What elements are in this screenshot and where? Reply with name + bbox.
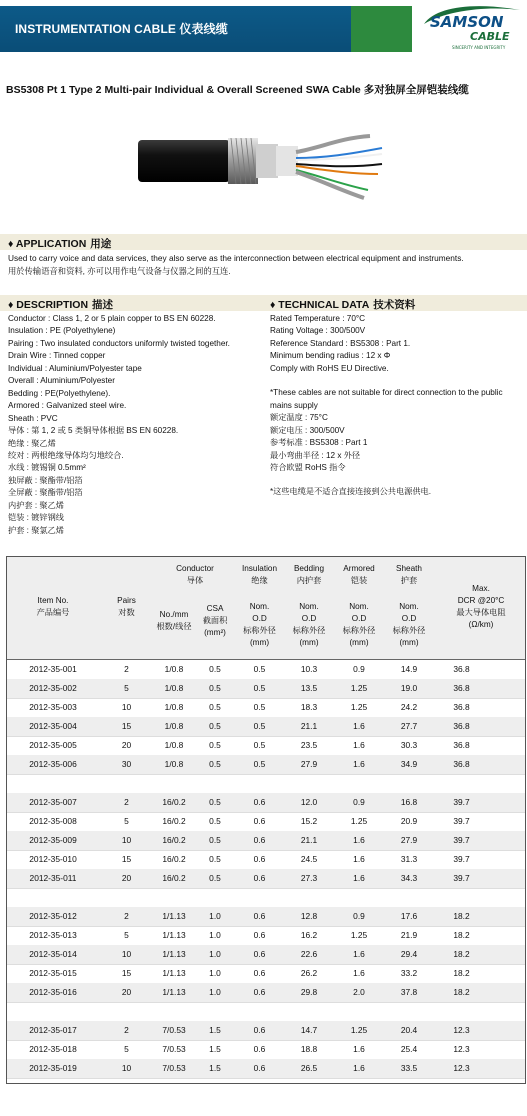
table-cell: 36.8 [453,683,470,693]
table-cell: 0.5 [209,873,221,883]
table-cell: 18.2 [453,968,470,978]
table-cell: 2.0 [353,987,365,997]
table-cell: 1.25 [350,930,368,940]
table-cell [7,888,99,907]
table-cell: 20 [121,987,132,997]
technical-note-zh: *这些电缆是不适合直接连接到公共电源供电. [270,487,432,497]
table-cell: 30.3 [400,740,418,750]
technical-line: Rated Temperature : 70°C [270,314,366,323]
th-pairs: Pairs 对数 [117,596,136,617]
table-cell: 18.2 [453,911,470,921]
table-cell: 2 [124,797,129,807]
th-insulation-od: Nom. O.D 标称外径 (mm) [243,602,276,647]
table-cell: 0.6 [253,968,266,978]
table-cell: 7/0.53 [162,1063,186,1073]
table-cell: 1.25 [350,683,368,693]
table-cell: 1.6 [353,968,365,978]
table-cell: 1.6 [353,873,365,883]
table-cell: 34.3 [400,873,418,883]
description-line-zh: 内护套 : 聚乙烯 [8,500,64,510]
table-cell: 34.9 [400,759,418,769]
table-cell: 2012-35-014 [29,949,77,959]
table-cell: 27.3 [300,873,318,883]
technical-line-zh: 符合欧盟 RoHS 指令 [270,462,346,472]
table-cell: 0.6 [253,835,266,845]
table-cell [194,1002,236,1021]
table-cell: 16/0.2 [162,816,186,826]
table-cell: 2012-35-018 [29,1044,77,1054]
table-cell: 7/0.53 [162,1025,186,1035]
table-cell: 1/1.13 [162,968,186,978]
table-cell: 31.3 [400,854,418,864]
table-cell: 1.5 [209,1025,221,1035]
diamond-bullet-icon: ♦ [8,299,17,311]
table-cell [383,1002,435,1021]
table-cell: 5 [124,1044,129,1054]
table-cell: 1.5 [209,1044,221,1054]
description-line-zh: 导体 : 第 1, 2 或 5 类铜导体根据 BS EN 60228. [8,426,179,436]
table-cell: 10 [121,1063,132,1073]
table-cell: 0.6 [253,911,266,921]
table-cell: 2012-35-004 [29,721,77,731]
table-cell [335,888,383,907]
table-cell: 15 [121,968,132,978]
table-cell: 1/1.13 [162,987,186,997]
table-cell [236,1002,283,1021]
table-cell: 20.4 [400,1025,418,1035]
table-cell: 1.0 [209,968,221,978]
description-line-zh: 独屏蔽 : 聚酯带/铝箔 [8,475,83,485]
table-cell: 1/0.8 [164,683,184,693]
table-cell: 1.0 [209,911,221,921]
specification-table [6,556,526,1084]
table-cell: 5 [124,930,129,940]
table-cell: 0.9 [353,797,365,807]
table-cell: 2012-35-003 [29,702,77,712]
table-cell: 1.6 [353,721,365,731]
table-cell: 20.9 [400,816,418,826]
table-cell: 18.2 [453,949,470,959]
diamond-bullet-icon: ♦ [270,299,279,311]
table-cell [99,1002,154,1021]
table-cell: 0.5 [209,797,221,807]
table-row [7,907,525,927]
table-cell: 36.8 [453,740,470,750]
logo-tagline: SINCERITY AND INTEGRITY [452,45,506,50]
table-cell: 1.6 [353,1044,365,1054]
table-header [7,557,525,660]
table-cell: 36.8 [453,759,470,769]
table-cell: 10 [121,835,132,845]
outer-sheath [138,140,230,182]
description-line: Overall : Aluminium/Polyester [8,376,115,386]
table-cell: 0.6 [253,873,266,883]
table-spacer-row [7,888,525,908]
table-cell: 19.0 [400,683,418,693]
table-cell: 39.7 [453,835,470,845]
table-cell: 21.1 [300,835,318,845]
table-cell: 0.5 [209,721,221,731]
table-cell: 2012-35-019 [29,1063,77,1073]
description-line-zh: 全屏蔽 : 聚酯带/铝箔 [8,488,83,498]
table-cell: 0.6 [253,1025,266,1035]
th-sheath-od: Nom. O.D 标称外径 (mm) [392,602,426,647]
table-cell: 2 [124,1025,129,1035]
table-cell: 0.5 [209,759,221,769]
table-cell: 2012-35-011 [29,873,77,883]
table-row [7,812,525,832]
table-cell: 26.2 [300,968,318,978]
th-conductor: Conductor 导体 [176,564,214,585]
th-bedding-od: Nom. O.D 标称外径 (mm) [292,602,326,647]
table-cell: 12.8 [300,911,318,921]
table-cell: 0.5 [253,759,266,769]
cable-cross-section-image [120,118,410,210]
table-cell: 39.7 [453,873,470,883]
table-cell: 1/0.8 [164,721,184,731]
table-cell: 1.6 [353,1063,365,1073]
description-line: Drain Wire : Tinned copper [8,351,106,361]
table-cell: 16/0.2 [162,854,186,864]
table-cell [335,1002,383,1021]
technical-line-zh: 最小弯曲半径 : 12 x 外径 [270,450,361,460]
table-cell: 0.6 [253,854,266,864]
table-cell: 18.3 [300,702,318,712]
table-cell: 18.8 [300,1044,318,1054]
table-cell: 20 [121,740,132,750]
description-line: Bedding : PE(Polyethylene). [8,388,111,398]
description-line: Individual : Aluminium/Polyester tape [8,363,142,373]
table-cell: 26.5 [300,1063,318,1073]
table-row [7,831,525,851]
th-bedding: Bedding 内护套 [293,564,325,585]
table-cell: 0.6 [253,1044,266,1054]
table-cell: 2 [124,664,129,674]
table-cell: 1/1.13 [162,949,186,959]
table-cell: 1/0.8 [164,702,184,712]
th-sheath: Sheath 护套 [396,564,422,585]
table-cell: 21.9 [400,930,418,940]
description-heading: ♦ DESCRIPTION 描述 [8,299,114,311]
table-cell: 2012-35-013 [29,930,77,940]
table-cell: 10 [121,702,132,712]
technical-line: Comply with RoHS EU Directive. [270,363,389,373]
table-cell: 2012-35-001 [29,664,77,674]
table-row [7,793,525,813]
table-row [7,983,525,1003]
table-cell: 27.9 [300,759,318,769]
table-cell: 16.2 [300,930,318,940]
table-cell: 33.2 [400,968,418,978]
table-row [7,679,525,699]
table-cell [435,1002,488,1021]
table-cell: 39.7 [453,797,470,807]
table-cell [7,1002,99,1021]
table-cell: 2012-35-012 [29,911,77,921]
table-cell: 20 [121,873,132,883]
table-cell: 2012-35-010 [29,854,77,864]
th-armored-od: Nom. O.D 标称外径 (mm) [342,602,376,647]
th-insulation: Insulation 绝缘 [241,564,278,585]
table-cell [99,888,154,907]
table-row [7,926,525,946]
table-cell: 10.3 [300,664,318,674]
table-cell [236,774,283,793]
table-cell: 12.3 [453,1063,470,1073]
table-cell [435,774,488,793]
table-cell [194,774,236,793]
table-cell [154,888,194,907]
table-cell: 21.1 [300,721,318,731]
table-cell: 2012-35-015 [29,968,77,978]
table-cell: 2012-35-017 [29,1025,77,1035]
logo-wordmark-samson: SAMSON [430,13,504,31]
table-cell: 0.6 [253,816,266,826]
table-cell: 16/0.2 [162,835,186,845]
diamond-bullet-icon: ♦ [8,238,16,250]
technical-list [270,313,520,499]
description-line: Sheath : PVC [8,413,58,423]
table-cell: 2012-35-005 [29,740,77,750]
table-row [7,755,525,775]
table-cell: 16/0.2 [162,873,186,883]
table-row [7,698,525,718]
table-row [7,964,525,984]
table-cell: 0.5 [253,664,266,674]
table-cell [154,774,194,793]
table-cell: 0.5 [209,854,221,864]
cable-pairs [296,136,382,198]
table-cell: 39.7 [453,854,470,864]
table-cell: 1.25 [350,702,368,712]
table-cell: 15.2 [300,816,318,826]
table-row [7,736,525,756]
table-cell: 0.5 [209,816,221,826]
table-cell: 16/0.2 [162,797,186,807]
table-cell: 27.9 [400,835,418,845]
table-row [7,945,525,965]
table-cell: 0.5 [209,740,221,750]
table-cell: 17.6 [400,911,418,921]
table-cell: 2012-35-002 [29,683,77,693]
table-cell: 0.5 [209,664,221,674]
technical-line: Rating Voltage : 300/500V [270,326,366,336]
table-cell: 27.7 [400,721,418,731]
table-cell: 24.5 [300,854,318,864]
table-cell: 12.3 [453,1044,470,1054]
table-cell: 16.8 [400,797,418,807]
table-cell: 14.9 [400,664,418,674]
table-cell: 1/0.8 [164,740,184,750]
table-cell: 24.2 [400,702,418,712]
table-cell: 14.7 [300,1025,318,1035]
table-cell: 13.5 [300,683,318,693]
table-cell: 0.5 [253,683,266,693]
description-line-zh: 绞对 : 两根绝缘导体均匀地绞合. [8,450,124,460]
technical-line: Reference Standard : BS5308 : Part 1. [270,338,411,348]
application-text-zh: 用於传输语音和资料, 亦可以用作电气设备与仪器之间的互连. [8,266,231,276]
table-cell: 29.4 [400,949,418,959]
header-accent-bar [351,6,412,52]
table-cell: 23.5 [300,740,318,750]
table-cell: 1.0 [209,930,221,940]
table-cell: 1.0 [209,949,221,959]
table-cell: 2 [124,911,129,921]
description-list [8,313,264,537]
table-row [7,717,525,737]
table-cell: 0.6 [253,797,266,807]
table-cell: 0.5 [209,702,221,712]
application-text-en: Used to carry voice and data services, they also serve as the interconnection between electrical equipment and instruments. [8,253,464,263]
table-cell [383,888,435,907]
table-cell: 0.5 [209,683,221,693]
table-cell [7,774,99,793]
table-cell: 1.6 [353,854,365,864]
th-no-mm: No./mm 根数/线径 [156,610,192,631]
table-cell: 1.0 [209,987,221,997]
table-cell: 1/1.13 [162,930,186,940]
table-cell: 1.25 [350,816,368,826]
th-item-no: Item No. 产品编号 [36,596,70,617]
table-cell: 1/1.13 [162,911,186,921]
table-cell [154,1002,194,1021]
table-cell: 18.2 [453,987,470,997]
samson-cable-logo [418,2,526,52]
application-heading: ♦ APPLICATION 用途 [8,238,112,250]
description-line: Pairing : Two insulated conductors uniformly twisted together. [8,338,230,348]
table-cell: 18.2 [453,930,470,940]
table-cell [99,774,154,793]
table-cell: 0.5 [253,721,266,731]
table-spacer-row [7,1002,525,1022]
table-cell [335,774,383,793]
table-cell: 2012-35-006 [29,759,77,769]
table-cell: 0.5 [253,702,266,712]
table-cell [283,1002,335,1021]
table-cell: 0.6 [253,1063,266,1073]
technical-line-zh: 额定温度 : 75°C [270,413,328,423]
table-row [7,1040,525,1060]
table-cell [435,888,488,907]
table-cell: 15 [121,721,132,731]
table-cell: 15 [121,854,132,864]
table-spacer-row [7,774,525,794]
table-cell [283,888,335,907]
product-title: BS5308 Pt 1 Type 2 Multi-pair Individual & Overall Screened SWA Cable 多对独屏全屏铠装线缆 [6,84,469,96]
technical-line-zh: 参考标准 : BS5308 : Part 1 [270,438,368,448]
table-cell: 36.8 [453,702,470,712]
description-line-zh: 绝缘 : 聚乙烯 [8,438,56,448]
table-cell: 1/0.8 [164,664,184,674]
technical-line-zh: 额定电压 : 300/500V [270,425,345,435]
table-cell: 12.0 [300,797,318,807]
description-line: Armored : Galvanized steel wire. [8,401,127,411]
table-cell: 5 [124,683,129,693]
table-cell: 7/0.53 [162,1044,186,1054]
table-cell: 0.6 [253,930,266,940]
table-cell: 0.5 [209,835,221,845]
th-armored: Armored 铠装 [343,564,375,585]
table-cell [283,774,335,793]
overall-screen-foil [276,146,298,176]
table-cell: 1/0.8 [164,759,184,769]
table-cell: 25.4 [400,1044,418,1054]
table-cell: 33.5 [400,1063,418,1073]
header-title: INSTRUMENTATION CABLE 仪表线缆 [15,22,228,36]
table-cell: 39.7 [453,816,470,826]
description-line: Insulation : PE (Polyethylene) [8,326,116,336]
th-dcr: Max. DCR @20°C 最大导体电阻 (Ω/km) [456,584,506,629]
table-cell: 29.8 [300,987,318,997]
bedding-layer [256,144,278,178]
table-cell: 1.5 [209,1063,221,1073]
table-cell: 10 [121,949,132,959]
page-header [0,0,527,54]
description-line: Conductor : Class 1, 2 or 5 plain copper to BS EN 60228. [8,314,216,323]
table-cell: 2012-35-007 [29,797,77,807]
th-csa: CSA 截面积 (mm²) [202,604,228,637]
table-row [7,1059,525,1079]
table-cell: 30 [121,759,132,769]
table-cell: 1.25 [350,1025,368,1035]
table-row [7,660,525,680]
table-cell [383,774,435,793]
technical-note: *These cables are not suitable for direct connection to the public mains supply [270,388,503,410]
table-cell: 2012-35-008 [29,816,77,826]
description-line-zh: 护套 : 聚氯乙烯 [8,525,64,535]
table-row [7,850,525,870]
description-line-zh: 水线 : 镀锡铜 0.5mm² [8,463,86,473]
logo-wordmark-cable: CABLE [470,30,510,43]
table-cell: 1.6 [353,759,365,769]
table-cell: 2012-35-009 [29,835,77,845]
table-cell: 1.6 [353,835,365,845]
table-cell: 36.8 [453,664,470,674]
table-row [7,869,525,889]
table-cell: 37.8 [400,987,418,997]
table-cell: 12.3 [453,1025,470,1035]
table-cell [194,888,236,907]
table-cell: 0.9 [353,911,365,921]
table-cell [236,888,283,907]
table-cell: 0.6 [253,949,266,959]
table-cell: 36.8 [453,721,470,731]
table-cell: 2012-35-016 [29,987,77,997]
table-cell: 22.6 [300,949,318,959]
description-line-zh: 铠装 : 镀锌钢线 [8,513,64,523]
table-cell: 1.6 [353,740,365,750]
technical-line: Minimum bending radius : 12 x Φ [270,351,391,361]
table-cell: 0.6 [253,987,266,997]
table-cell: 0.9 [353,664,365,674]
table-cell: 5 [124,816,129,826]
table-row [7,1021,525,1041]
table-cell: 0.5 [253,740,266,750]
table-cell: 1.6 [353,949,365,959]
technical-heading: ♦ TECHNICAL DATA 技术资料 [270,299,416,311]
